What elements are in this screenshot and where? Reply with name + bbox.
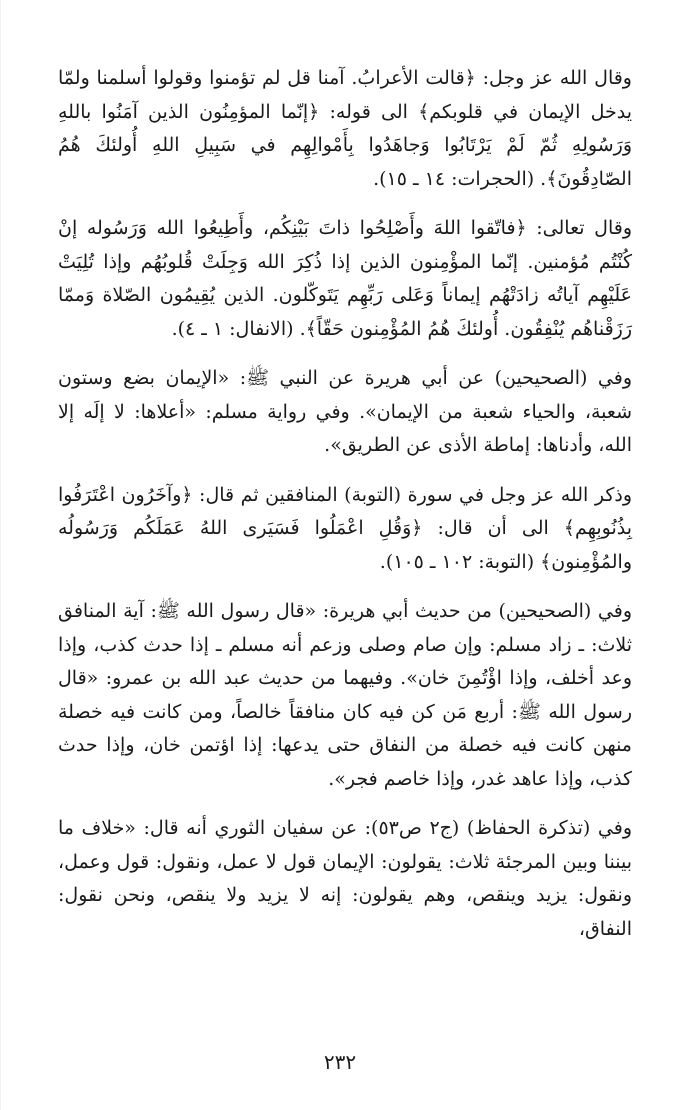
page-body bbox=[58, 62, 632, 946]
paragraph-munafiq: وفي (الصحيحين) من حديث أبي هريرة: «قال رسول الله ﷺ: آية المنافق ثلاث: ـ زاد مسلم: وإن صام وصلى وزعم أنه مسلم ـ إذا حدث كذب، وإذا وعد أخلف، وإذا اؤْتُمِنَ خان». وفيهما من حديث عبد الله بن عمرو: «قال رسول الله ﷺ: أربع مَن كن فيه كان منافقاً خالصاً، ومن كانت فيه خصلة منهن كانت فيه خصلة من النفاق حتى يدعها: إذا اؤتمن خان، وإذا حدث كذب، وإذا عاهد غدر، وإذا خاصم فجر». bbox=[58, 600, 632, 790]
paragraph-tawbah: وذكر الله عز وجل في سورة (التوبة) المنافقين ثم قال: ﴿وآخَرُون اعْتَرَفُوا بِذُنُوبِهِم﴾ الى أن قال: ﴿وَقُلِ اعْمَلُوا فَسَيَرى اللهُ عَمَلَكُم وَرَسُولُه والمُؤْمِنون﴾ (التوبة: ١٠٢ ـ ١٠٥). bbox=[58, 483, 632, 573]
page-number: ٢٣٢ bbox=[323, 1050, 357, 1074]
paragraph-gap bbox=[58, 579, 632, 595]
paragraph-hujurat: وقال الله عز وجل: ﴿قالت الأعرابُ. آمنا قل لم تؤمنوا وقولوا أسلمنا ولمّا يدخل الإيمان في قلوبكم﴾ الى قوله: ﴿إنّما المؤمِنُون الذين آمَنُوا باللهِ وَرَسُولِهِ ثُمّ لَمْ يَرْتَابُوا وَجاهَدُوا بِأَمْوالِهِم في سَبِيلِ اللهِ أُولئكَ هُمُ الصّادِقُونَ﴾. (الحجرات: ١٤ ـ ١٥). bbox=[58, 67, 632, 190]
paragraph-gap bbox=[58, 346, 632, 362]
paragraph-gap bbox=[58, 463, 632, 479]
paragraph-tadhkirah: وفي (تذكرة الحفاظ) (ج٢ ص٥٣): عن سفيان الثوري أنه قال: «خلاف ما بيننا وبين المرجئة ثلاث: يقولون: الإيمان قول لا عمل، ونقول: قول وعمل، ونقول: يزيد وينقص، وهم يقولون: إنه لا يزيد ولا ينقص، ونحن نقول: النفاق، bbox=[58, 817, 633, 940]
paragraph-anfal: وقال تعالى: ﴿فاتّقوا اللهَ وأَصْلِحُوا ذاتَ بَيْنِكُم، وأَطِيعُوا الله وَرَسُوله إنْ كُنْتُم مُؤمنين. إنّما المؤْمِنون الذين إذا ذُكِرَ الله وَجِلَتْ قُلوبُهُم وإذا تُلِيَتْ عَلَيْهِم آياتُه زادَتْهُم إيماناً وَعَلى رَبِّهِم يَتَوكّلون. الذين يُقِيمُون الصّلاة وَممّا رَزَقْناهُم يُنْفِقُون. أُولئكَ هُمُ المُؤْمِنون حَقّاً﴾. (الانفال: ١ ـ ٤). bbox=[58, 217, 632, 340]
paragraph-gap bbox=[58, 796, 632, 812]
page-edge-line bbox=[0, 0, 1, 1110]
paragraph-gap bbox=[58, 196, 632, 212]
paragraph-sahihayn-iman: وفي (الصحيحين) عن أبي هريرة عن النبي ﷺ: «الإيمان بضع وستون شعبة، والحياء شعبة من الإيمان». وفي رواية مسلم: «أعلاها: لا إلَه إلا الله، وأدناها: إماطة الأذى عن الطريق». bbox=[58, 367, 632, 456]
